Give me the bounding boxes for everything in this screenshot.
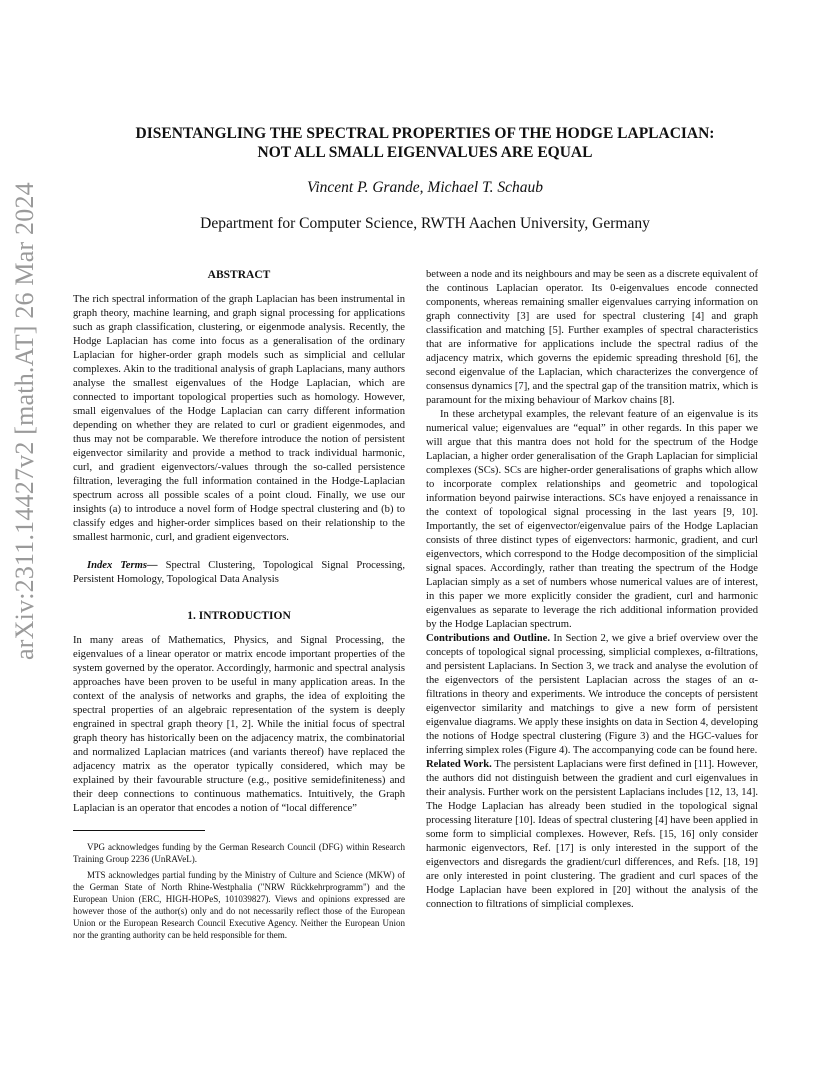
abstract-text: The rich spectral information of the graph Laplacian has been instrumental in graph theory, machine learning, and graph signal processing for applications such as graph classification, clustering, or eigenmode analysis. Recently, the Hodge Laplacian has come into focus as a generalisation of the ordinary Laplacian for higher-order graph models such as simplicial and cellular complexes. Akin to the traditional analysis of graph Laplacians, many authors analyse the smallest eigenvalues of the Hodge Laplacian, which are connected to important topological properties such as homology. However, small eigenvalues of the Hodge Laplacian can carry different information depending on whether they are related to curl or gradient eigenmodes, and thus may not be comparable. We therefore introduce the notion of persistent eigenvector similarity and provide a method to track individual harmonic, curl, and gradient eigenvectors/-values through the so-called persistence filtration, leveraging the full information contained in the Hodge-Laplacian spectrum across all possible scales of a point cloud. Finally, we use our insights (a) to introduce a novel form of Hodge spectral clustering and (b) to classify edges and higher-order simplices based on their relationship to the smallest harmonic, curl, and gradient eigenvectors.: [73, 294, 405, 543]
abstract-heading: ABSTRACT: [207, 269, 271, 281]
footnotes: [73, 841, 405, 941]
footnote-1: VPG acknowledges funding by the German Research Council (DFG) within Research Training Group 2236 (UnRAVeL).: [73, 842, 405, 864]
contributions-paragraph: [426, 632, 758, 758]
affiliation: Department for Computer Science, RWTH Aachen University, Germany: [200, 215, 650, 232]
index-terms-text: Spectral Clustering, Topological Signal Processing, Persistent Homology, Topological Data Analysis: [73, 560, 405, 585]
intro-text: In many areas of Mathematics, Physics, and Signal Processing, the eigenvalues of a linear operator or matrix encode important properties of the system governed by the operator. Accordingly, harmonic and spectral analysis approaches have been proven to be useful in many application areas. In the context of the analysis of networks and graphs, the idea of exploiting the spectral properties of an algebraic representation of the system is deeply engrained in spectral graph theory [1, 2]. While the initial focus of spectral graph theory has historically been on the adjacency matrix, the combinatorial and normalized Laplacian matrices (and variants thereof) have replaced the adjacency matrix as the operator typically considered, which may be explained by their favourable structure (e.g., positive semidefiniteness) and their deep connections to continuous mathematics. Intuitively, the Graph Laplacian is an operator that encodes a notion of “local difference”: [73, 635, 405, 814]
paper-title: [60, 124, 790, 162]
intro-paragraph-2: In these archetypal examples, the relevant feature of an eigenvalue is its numerical value; eigenvalues are “equal” in other regards. In this paper we will argue that this mantra does not hold for the spectrum of the Hodge Laplacian, a higher order generalisation of the Graph Laplacian for simplicial complexes (SCs). SCs are higher-order generalisations of graphs which allow to incorporate complex relationships and geometric and topological information beyond pairwise interactions. SCs have enjoyed a renaissance in the context of topological signal processing in the last years [9, 10]. Importantly, the set of eigenvector/eigenvalue pairs of the Hodge Laplacian consists of three distinct types of eigenvectors: harmonic, gradient, and curl eigenvectors, which correspond to the Hodge decomposition of the simplicial signal spaces. Accordingly, rather than treating the spectrum of the Hodge Laplacian simply as a set of numbers whose numerical values are of interest, in this paper we more explicitly consider the gradient, curl and harmonic eigenvalues as separate to leverage the rich additional information provided by the Hodge Laplacian spectrum.: [426, 409, 758, 630]
footnote-2: MTS acknowledges partial funding by the Ministry of Culture and Science (MKW) of the German State of North Rhine-Westphalia ("NRW Rückkehrprogramm") and the European Union (ERC, HIGH-HOPeS, 101039827). Views and opinions expressed are however those of the author(s) only and do not necessarily reflect those of the European Union or the European Research Council Executive Agency. Neither the European Union nor the granting authority can be held responsible for them.: [73, 870, 405, 940]
intro-heading: 1. INTRODUCTION: [187, 610, 291, 622]
related-work-paragraph: [426, 758, 758, 912]
arxiv-stamp: arXiv:2311.14427v2 [math.AT] 26 Mar 2024: [10, 182, 39, 660]
left-column: [73, 268, 405, 945]
index-terms: [73, 559, 405, 587]
intro-continued: between a node and its neighbours and may be seen as a discrete equivalent of the continous Laplacian operator. Its 0-eigenvalues encode connected components, whereas remaining smaller eigenvalues carrying information on graph connectivity [3] are used for spectral clustering [4] and graph classification and matching [5]. Further examples of spectral characteristics that are informative for applications include the spectral radius of the adjacency matrix, which governs the epidemic spreading threshold [6], the second eigenvalue of the Laplacian, which characterizes the convergence of consensus dynamics [7], and the spectral gap of the transition matrix, which is paramount for the mixing behaviour of Markov chains [8].: [426, 269, 758, 406]
contributions-label: Contributions and Outline.: [426, 633, 551, 644]
index-terms-label: Index Terms—: [87, 560, 158, 571]
title-line-2: NOT ALL SMALL EIGENVALUES ARE EQUAL: [257, 144, 593, 161]
right-column: [426, 268, 758, 912]
related-work-text: The persistent Laplacians were first defined in [11]. However, the authors did not distinguish between the gradient and curl eigenvalues in their analysis. Further work on the persistent Laplacians includes [12, 13, 14]. The Hodge Laplacian has already been studied in the topological signal processing literature [10]. Ideas of spectral clustering [4] have been applied in some form to simplicial complexes. However, Refs. [15, 16] only consider harmonic eigenvectors, Ref. [17] is only interested in the support of the eigenvectors and disregards the gradient/curl differences, and Refs. [18, 19] are only interested in point clustering. The gradient and curl spaces of the Hodge Laplacian have been explored in [20] without the analysis of the connection to filtrations of simplicial complexes.: [426, 759, 758, 910]
contributions-text: In Section 2, we give a brief overview over the concepts of topological signal processing, simplicial complexes, α-filtrations, and persistent Laplacians. In Section 3, we track and analyse the evolution of the eigenvectors of the persistent Laplacian across the stages of an α-filtrations in theory and experiments. We introduce the concepts of persistent eigenvector similarity and matchings to give a new form of persistent eigenvalue diagrams. We apply these insights on data in Section 4, developing the notions of Hodge spectral clustering (Figure 3) and the HGC-values for inferring simplex roles (Figure 4). The accompanying code can be found here.: [426, 633, 758, 756]
title-line-1: DISENTANGLING THE SPECTRAL PROPERTIES OF THE HODGE LAPLACIAN:: [135, 125, 715, 142]
related-work-label: Related Work.: [426, 759, 492, 770]
footnote-rule: [73, 830, 205, 831]
authors: Vincent P. Grande, Michael T. Schaub: [307, 179, 543, 196]
